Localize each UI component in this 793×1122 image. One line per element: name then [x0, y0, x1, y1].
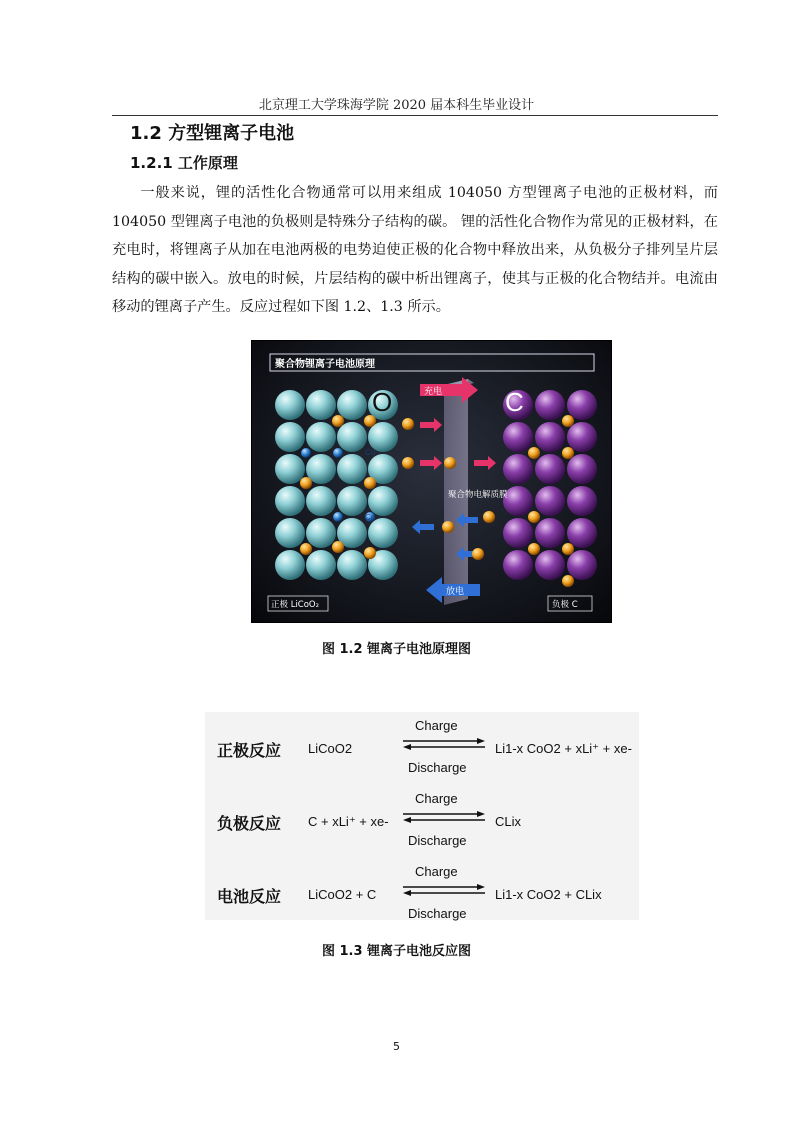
reaction-left-side: LiCoO2 + C: [308, 887, 377, 902]
reaction-row-cell: [205, 860, 639, 930]
co-label: Co: [365, 513, 376, 522]
cobalt-atom: [301, 448, 311, 458]
lithium-atom: [528, 511, 540, 523]
lithium-atom: [562, 575, 574, 587]
discharge-label: 放电: [446, 587, 465, 597]
ion-arrow-right-3: [474, 456, 496, 470]
cobalt-atom: [333, 448, 343, 458]
anode-atom: [567, 550, 597, 580]
ion-arrow-left-1: [412, 520, 434, 534]
li-ion: [402, 457, 414, 469]
discharge-condition: Discharge: [408, 906, 467, 921]
anode-atom: [503, 422, 533, 452]
reaction-row-anode: [205, 787, 639, 857]
cathode-atom: [275, 454, 305, 484]
anode-atom: [535, 486, 565, 516]
cathode-atom: [275, 422, 305, 452]
reaction-row-cathode: [205, 714, 639, 784]
cathode-atom: [306, 390, 336, 420]
lithium-atom: [528, 447, 540, 459]
reaction-label: 负极反应: [217, 814, 282, 833]
anode-atom: [503, 518, 533, 548]
anode-symbol: C: [505, 387, 524, 417]
membrane-label: 聚合物电解质膜: [448, 490, 508, 500]
battery-principle-diagram: [252, 341, 611, 622]
lithium-atom: [332, 541, 344, 553]
li-ion: [402, 418, 414, 430]
figure1-caption: 图 1.2 锂离子电池原理图: [321, 642, 472, 657]
anode-atom: [503, 454, 533, 484]
cathode-atom: [368, 518, 398, 548]
cathode-atom: [368, 486, 398, 516]
cathode-atom: [306, 518, 336, 548]
section-title: 1.2 方型锂离子电池: [130, 123, 295, 144]
anode-atom: [535, 518, 565, 548]
lithium-atom: [562, 447, 574, 459]
reaction-left-side: C + xLi⁺ + xe-: [308, 814, 389, 829]
anode-atom: [535, 422, 565, 452]
body-paragraph: 一般来说，锂的活性化合物通常可以用来组成 104050 方型锂离子电池的正极材料，而 104050 型锂离子电池的负极则是特殊分子结构的碳。 锂的活性化合物作为常见的正极材料，在充电时，将锂离子从加在电池两极的电势迫使正极的化合物中释放出来，从负极分子排列呈片层结构的碳中嵌入。放电的时候，片层结构的碳中析出锂离子，使其与正极的化合物结并。电流由移动的锂离子产生。反应过程如下图 1.2、1.3 所示。: [112, 185, 718, 315]
lithium-atom: [528, 543, 540, 555]
cathode-label: 正极 LiCoO₂: [271, 600, 320, 610]
body-text: [112, 179, 718, 322]
li-ion: [483, 511, 495, 523]
charge-label: 充电: [424, 387, 443, 397]
page-number: 5: [393, 1040, 400, 1053]
li-ion: [442, 521, 454, 533]
cathode-atom: [275, 390, 305, 420]
anode-lattice: [503, 390, 597, 587]
cobalt-atom: [333, 512, 343, 522]
reaction-figure: [205, 712, 639, 920]
cathode-atom: [306, 486, 336, 516]
lithium-atom: [332, 415, 344, 427]
lithium-atom: [562, 543, 574, 555]
anode-atom: [535, 454, 565, 484]
anode-atom: [535, 390, 565, 420]
cathode-atom: [337, 454, 367, 484]
cathode-atom: [337, 422, 367, 452]
lithium-atom: [300, 543, 312, 555]
cathode-lattice: [275, 390, 398, 580]
anode-atom: [567, 390, 597, 420]
reaction-label: 电池反应: [217, 887, 282, 906]
anode-atom: [503, 550, 533, 580]
header-rule: [112, 115, 718, 116]
anode-atom: [567, 486, 597, 516]
subsection-title: 1.2.1 工作原理: [130, 154, 238, 172]
reversible-arrow-icon: [401, 883, 487, 897]
battery-principle-figure: [251, 340, 612, 623]
cathode-atom: [306, 422, 336, 452]
charge-condition: Charge: [415, 791, 458, 806]
cathode-atom: [337, 486, 367, 516]
anode-atom: [567, 518, 597, 548]
reaction-right-side: Li1-x CoO2 + xLi⁺ + xe-: [495, 741, 632, 756]
anode-atom: [567, 422, 597, 452]
charge-condition: Charge: [415, 864, 458, 879]
ion-arrow-right-1: [420, 418, 442, 432]
cathode-symbol: O: [372, 387, 393, 417]
figure2-caption: 图 1.3 锂离子电池反应图: [321, 944, 472, 959]
discharge-condition: Discharge: [408, 760, 467, 775]
cathode-atom: [275, 550, 305, 580]
cathode-atom: [275, 486, 305, 516]
reversible-arrow-icon: [401, 810, 487, 824]
anode-label: 负极 C: [552, 600, 578, 610]
lithium-atom: [300, 477, 312, 489]
charge-condition: Charge: [415, 718, 458, 733]
discharge-condition: Discharge: [408, 833, 467, 848]
ion-arrow-right-2: [420, 456, 442, 470]
li-ion: [472, 548, 484, 560]
cathode-atom: [275, 518, 305, 548]
reversible-arrow-icon: [401, 737, 487, 751]
co-label: Co: [365, 448, 376, 457]
reaction-right-side: Li1-x CoO2 + CLix: [495, 887, 602, 902]
lithium-atom: [364, 547, 376, 559]
reaction-label: 正极反应: [217, 741, 282, 760]
cathode-atom: [306, 550, 336, 580]
anode-atom: [535, 550, 565, 580]
cathode-atom: [337, 390, 367, 420]
cathode-atom: [337, 550, 367, 580]
lithium-atom: [364, 477, 376, 489]
anode-atom: [567, 454, 597, 484]
reaction-left-side: LiCoO2: [308, 741, 353, 756]
reaction-right-side: CLix: [495, 814, 522, 829]
lithium-atom: [562, 415, 574, 427]
figure-title: 聚合物锂离子电池原理: [275, 359, 375, 370]
li-ion: [444, 457, 456, 469]
running-header: 北京理工大学珠海学院 2020 届本科生毕业设计: [258, 98, 535, 113]
